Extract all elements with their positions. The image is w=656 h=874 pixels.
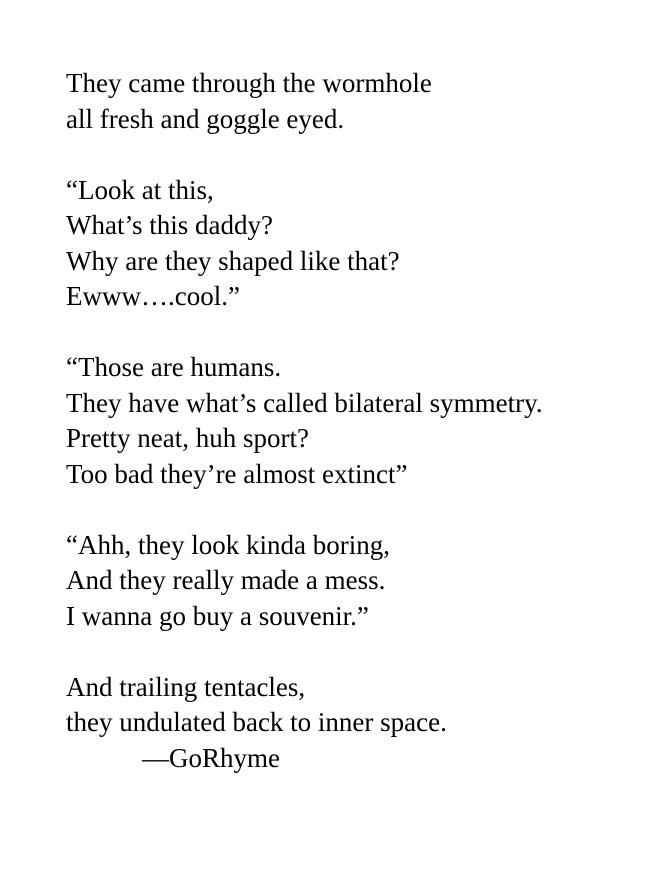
poem-line: And trailing tentacles, <box>66 671 306 702</box>
stanza-3 <box>66 350 543 492</box>
poem-line: Too bad they’re almost extinct” <box>66 458 408 489</box>
poem-line: they undulated back to inner space. <box>66 707 447 737</box>
poem-line: What’s this daddy? <box>66 210 273 240</box>
poem-line: Ewww….cool.” <box>66 281 240 311</box>
poem-line: “Those are humans. <box>66 352 282 382</box>
stanza-5 <box>66 670 543 777</box>
poem-line: They have what’s called bilateral symmetry. <box>66 387 543 418</box>
stanza-4 <box>66 528 543 635</box>
author-signature: —GoRhyme <box>142 742 280 773</box>
poem-line: “Look at this, <box>66 174 214 205</box>
poem-line: Pretty neat, huh sport? <box>66 423 309 453</box>
poem-line: Why are they shaped like that? <box>66 245 400 276</box>
stanza-1 <box>66 66 543 137</box>
poem-line: They came through the wormhole <box>66 68 432 98</box>
poem <box>66 66 543 776</box>
poem-line: “Ahh, they look kinda boring, <box>66 529 390 560</box>
poem-line: I wanna go buy a souvenir.” <box>66 600 369 631</box>
poem-line: And they really made a mess. <box>66 565 386 595</box>
poem-line: all fresh and goggle eyed. <box>66 103 345 134</box>
stanza-2 <box>66 173 543 315</box>
